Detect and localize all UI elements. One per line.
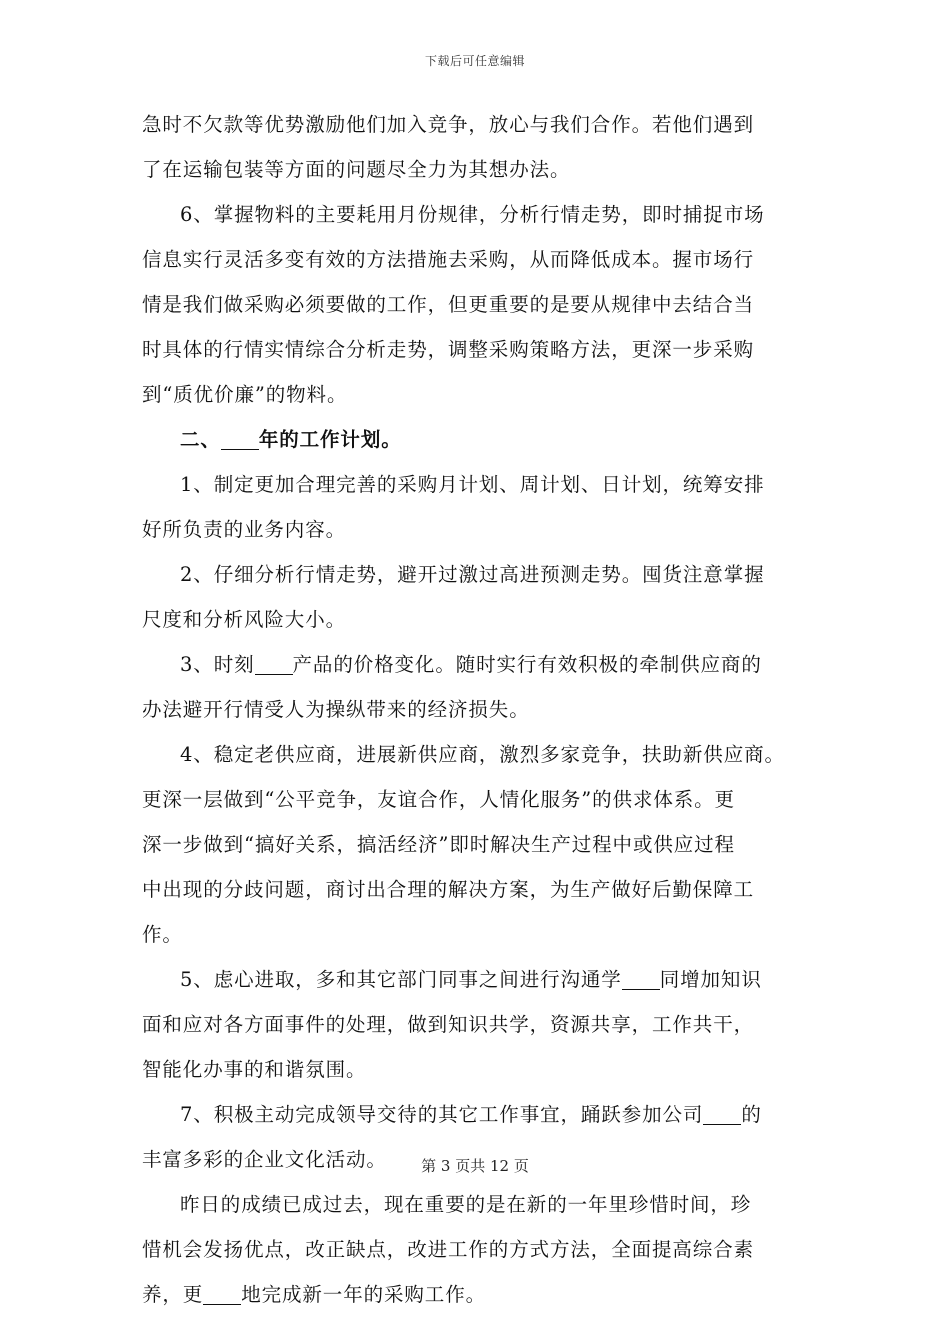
paragraph-line: 作。 — [142, 923, 183, 946]
document-body — [142, 102, 832, 1317]
paragraph-line: 情是我们做采购必须要做的工作，但更重要的是要从规律中去结合当 — [142, 293, 755, 316]
page-header: 下载后可任意编辑 — [424, 54, 525, 68]
page-number: 第 3 页共 12 页 — [421, 1157, 529, 1175]
section-heading: 二、 年的工作计划。 — [180, 428, 402, 451]
paragraph-line: 面和应对各方面事件的处理，做到知识共学，资源共享，工作共干， — [142, 1013, 755, 1036]
paragraph-line: 信息实行灵活多变有效的方法措施去采购，从而降低成本。握市场行 — [142, 248, 755, 271]
paragraph-line: 1、制定更加合理完善的采购月计划、周计划、日计划，统筹安排 — [180, 473, 765, 496]
paragraph-line: 3、时刻 产品的价格变化。随时实行有效积极的牵制供应商的 — [180, 653, 762, 676]
paragraph-line: 更深一层做到“公平竞争，友谊合作，人情化服务”的供求体系。更 — [142, 788, 735, 811]
paragraph-line: 到“质优价廉”的物料。 — [142, 383, 348, 406]
paragraph-line: 深一步做到“搞好关系，搞活经济”即时解决生产过程中或供应过程 — [142, 833, 735, 856]
paragraph-line: 6、掌握物料的主要耗用月份规律，分析行情走势，即时捕捉市场 — [180, 203, 765, 226]
fill-blank — [203, 1302, 241, 1305]
paragraph-line: 中出现的分歧问题，商讨出合理的解决方案，为生产做好后勤保障工 — [142, 878, 755, 901]
fill-blank — [221, 447, 259, 450]
paragraph-line: 好所负责的业务内容。 — [142, 518, 347, 541]
paragraph-line: 办法避开行情受人为操纵带来的经济损失。 — [142, 698, 530, 721]
paragraph-line: 昨日的成绩已成过去，现在重要的是在新的一年里珍惜时间，珍 — [180, 1193, 752, 1216]
paragraph-line: 时具体的行情实情综合分析走势，调整采购策略方法，更深一步采购 — [142, 338, 755, 361]
paragraph-line: 养，更 地完成新一年的采购工作。 — [142, 1283, 487, 1306]
paragraph-line: 惜机会发扬优点，改正缺点，改进工作的方式方法，全面提高综合素 — [142, 1238, 755, 1261]
paragraph-line: 2、仔细分析行情走势，避开过激过高进预测走势。囤货注意掌握 — [180, 563, 765, 586]
fill-blank — [622, 987, 660, 990]
paragraph-line: 丰富多彩的企业文化活动。 — [142, 1148, 387, 1171]
paragraph-line: 智能化办事的和谐氛围。 — [142, 1058, 367, 1081]
fill-blank — [703, 1122, 741, 1125]
paragraph-line: 7、积极主动完成领导交待的其它工作事宜，踊跃参加公司 的 — [180, 1103, 762, 1126]
fill-blank — [255, 672, 293, 675]
paragraph-line: 尺度和分析风险大小。 — [142, 608, 347, 631]
paragraph-line: 4、稳定老供应商，进展新供应商，激烈多家竞争，扶助新供应商。 — [180, 743, 785, 766]
paragraph-line: 了在运输包装等方面的问题尽全力为其想办法。 — [142, 158, 571, 181]
paragraph-line: 5、虑心进取，多和其它部门同事之间进行沟通学 同增加知识 — [180, 968, 762, 991]
paragraph-line: 急时不欠款等优势激励他们加入竞争，放心与我们合作。若他们遇到 — [142, 113, 755, 136]
